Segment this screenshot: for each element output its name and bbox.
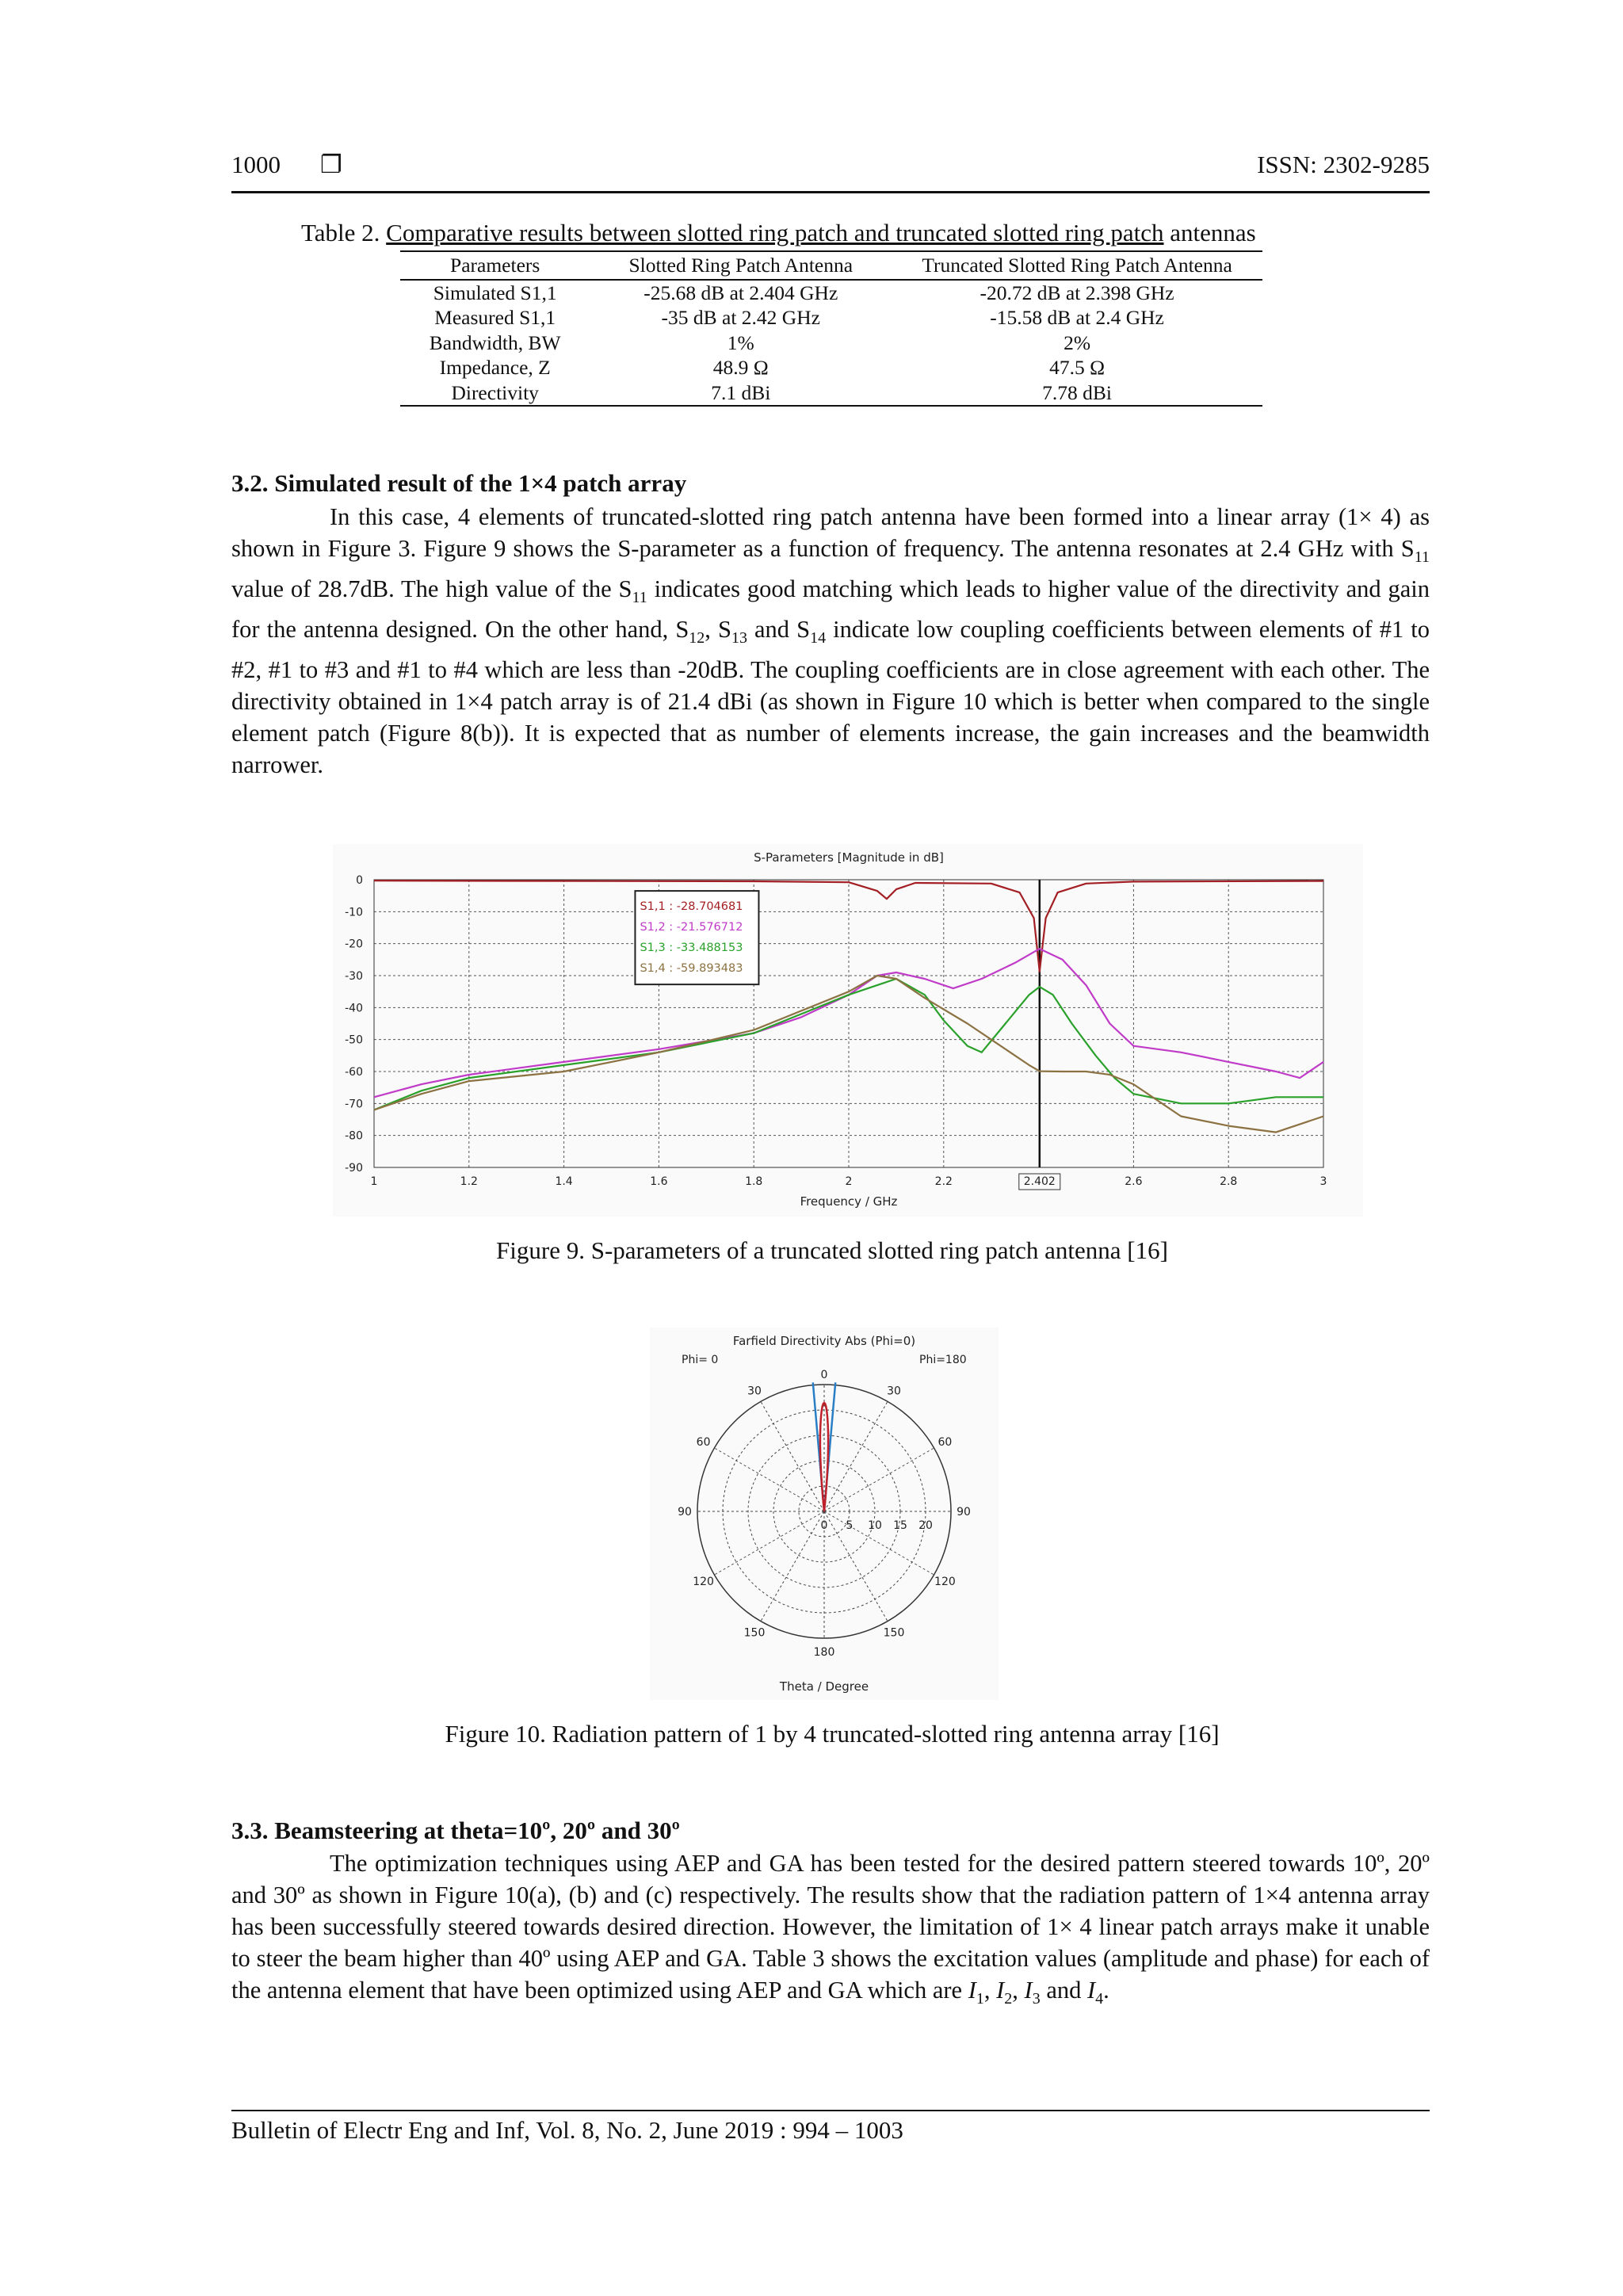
x-tick-label: 2 [845, 1175, 853, 1188]
paragraph: The optimization techniques using AEP and GA has been tested for the desired pattern steered towards 10º, 20º and 30º as shown in Figure 10(a), (b) and (c) respectively. The results show that the radiation pattern of 1×4 antenna array has been successfully steered towards desired direction. However, the limitation of 1× 4 linear patch arrays make it unable to steer the beam higher than 40º using AEP and GA. Table 3 shows the excitation values (amplitude and phase) for each of the antenna element that have been optimized using AEP and GA which are $I_1$, $I_2$, $I_3$ and $I_4$. [231, 1850, 1430, 2008]
x-axis-label: Frequency / GHz [800, 1194, 898, 1209]
issn: ISSN: 2302-9285 [1257, 151, 1430, 178]
angle-label-right: 60 [938, 1436, 953, 1449]
y-tick-label: 0 [356, 874, 363, 887]
table2-caption-prefix: Table 2. [301, 219, 387, 246]
table-row [400, 280, 1262, 306]
figure10-caption: Figure 10. Radiation pattern of 1 by 4 truncated-slotted ring antenna array [16] [445, 1720, 1220, 1748]
x-tick-label: 1.6 [650, 1175, 668, 1188]
x-tick-label: 1.8 [745, 1175, 763, 1188]
table-cell: 7.78 dBi [892, 380, 1262, 407]
table2-caption-suffix: antennas [1163, 219, 1256, 246]
radial-tick-label: 10 [868, 1519, 882, 1532]
table-cell: Bandwidth, BW [429, 330, 561, 354]
x-tick-label: 3 [1319, 1175, 1327, 1188]
table2 [400, 250, 1262, 407]
chart-title: Farfield Directivity Abs (Phi=0) [732, 1334, 916, 1348]
figure9-caption: Figure 9. S-parameters of a truncated slotted ring patch antenna [16] [496, 1236, 1168, 1264]
page-number: 1000 [231, 151, 281, 178]
footer-citation: Bulletin of Electr Eng and Inf, Vol. 8, No. 2, June 2019 : 994 – 1003 [231, 2116, 903, 2144]
table-cell: -15.58 dB at 2.4 GHz [990, 306, 1164, 329]
phi-right-label: Phi=180 [919, 1354, 967, 1366]
legend-entry: S1,3 : -33.488153 [640, 942, 743, 955]
figure10-polar-chart [650, 1328, 999, 1700]
legend-entry: S1,1 : -28.704681 [640, 900, 743, 914]
y-tick-label: -70 [345, 1098, 363, 1111]
column-header: Truncated Slotted Ring Patch Antenna [892, 251, 1262, 280]
y-tick-label: -10 [345, 906, 363, 919]
table-row [400, 330, 1262, 356]
y-tick-label: -60 [345, 1066, 363, 1079]
table-cell: -20.72 dB at 2.398 GHz [980, 281, 1174, 304]
x-tick-label: 2.6 [1125, 1175, 1143, 1188]
table-cell: -25.68 dB at 2.404 GHz [643, 281, 838, 304]
table-cell: Directivity [400, 380, 590, 407]
angle-label: 180 [813, 1646, 835, 1659]
table-header-row [400, 251, 1262, 280]
y-tick-label: -30 [345, 970, 363, 983]
angle-label-right: 120 [934, 1576, 956, 1588]
angle-label-left: 150 [743, 1626, 766, 1640]
header-rule [231, 191, 1430, 193]
radial-tick-label: 5 [846, 1519, 854, 1532]
radial-tick-label: 20 [918, 1519, 933, 1532]
table-cell: 48.9 Ω [712, 356, 769, 379]
angle-label-left: 30 [747, 1385, 762, 1398]
paragraph: In this case, 4 elements of truncated-slotted ring patch antenna have been formed into a linear array (1× 4) as shown in Figure 3. Figure 9 shows the S-parameter as a function of frequency. The antenna resonates at 2.4 GHz with $S_{11}$ value of 28.7dB. The high value of the $S_{11}$ indicates good matching which leads to higher value of the directivity and gain for the antenna designed. On the other hand, $S_{12}$, $S_{13}$ and $S_{14}$ indicate low coupling coefficients between elements of #1 to #2, #1 to #3 and #1 to #4 which are less than -20dB. The coupling coefficients are in close agreement with each other. The directivity obtained in 1×4 patch array is of 21.4 dBi (as shown in Figure 10 which is better when compared to the single element patch (Figure 8(b)). It is expected that as number of elements increase, the gain increases and the beamwidth narrower. [231, 503, 1430, 779]
chart-title: S-Parameters [Magnitude in dB] [754, 850, 944, 865]
angle-label-right: 90 [957, 1506, 971, 1519]
section-3-2-body [231, 501, 1430, 781]
table-cell: 2% [1064, 330, 1091, 354]
y-tick-label: -80 [345, 1129, 363, 1143]
table-cell: 47.5 Ω [1049, 356, 1106, 379]
table-cell: 7.1 dBi [590, 380, 892, 407]
x-tick-label: 2.2 [934, 1175, 953, 1188]
angle-label-left: 120 [693, 1576, 714, 1588]
box-icon: ❐ [320, 151, 342, 178]
chart-background [333, 844, 1363, 1217]
phi-left-label: Phi= 0 [682, 1354, 719, 1366]
angle-label-right: 30 [887, 1385, 901, 1398]
section-3-3-body [231, 1847, 1430, 2015]
footer-rule [231, 2110, 1430, 2111]
radial-tick-label: 15 [893, 1519, 907, 1532]
radial-tick-label: 0 [820, 1519, 828, 1532]
x-tick-label: 1.2 [460, 1175, 478, 1188]
x-tick-label: 1 [370, 1175, 378, 1188]
column-header: Parameters [400, 251, 590, 280]
table-cell: -35 dB at 2.42 GHz [661, 306, 820, 329]
legend-entry: S1,4 : -59.893483 [640, 962, 743, 976]
table2-caption [301, 219, 1256, 247]
legend-entry: S1,2 : -21.576712 [640, 921, 743, 934]
table-cell: Impedance, Z [439, 356, 551, 379]
angle-label-left: 90 [678, 1506, 692, 1519]
y-tick-label: -20 [345, 938, 363, 951]
table-row [400, 355, 1262, 380]
section-heading-3-2: 3.2. Simulated result of the 1×4 patch array [231, 469, 687, 497]
angle-label-right: 150 [883, 1626, 905, 1640]
x-tick-label: 1.4 [555, 1175, 573, 1188]
table-cell: Simulated S1,1 [433, 281, 557, 304]
figure9-s-parameters-chart [333, 844, 1363, 1217]
table-cell: Measured S1,1 [434, 306, 556, 329]
y-tick-label: -40 [345, 1002, 363, 1015]
x-axis-label: Theta / Degree [779, 1679, 869, 1694]
y-tick-label: -90 [345, 1162, 363, 1175]
y-tick-label: -50 [345, 1033, 363, 1047]
angle-label: 0 [820, 1369, 828, 1381]
x-tick-label: 2.8 [1220, 1175, 1238, 1188]
table-row [400, 380, 1262, 407]
angle-label-left: 60 [696, 1436, 711, 1449]
column-header: Slotted Ring Patch Antenna [590, 251, 892, 280]
table2-caption-title: Comparative results between slotted ring patch and truncated slotted ring patch [386, 219, 1164, 246]
x-tick-label: 2.402 [1023, 1175, 1056, 1188]
section-heading-3-3: 3.3. Beamsteering at theta=10º, 20º and 30º [231, 1817, 680, 1844]
table-cell: 1% [727, 330, 754, 354]
table-row [400, 305, 1262, 330]
